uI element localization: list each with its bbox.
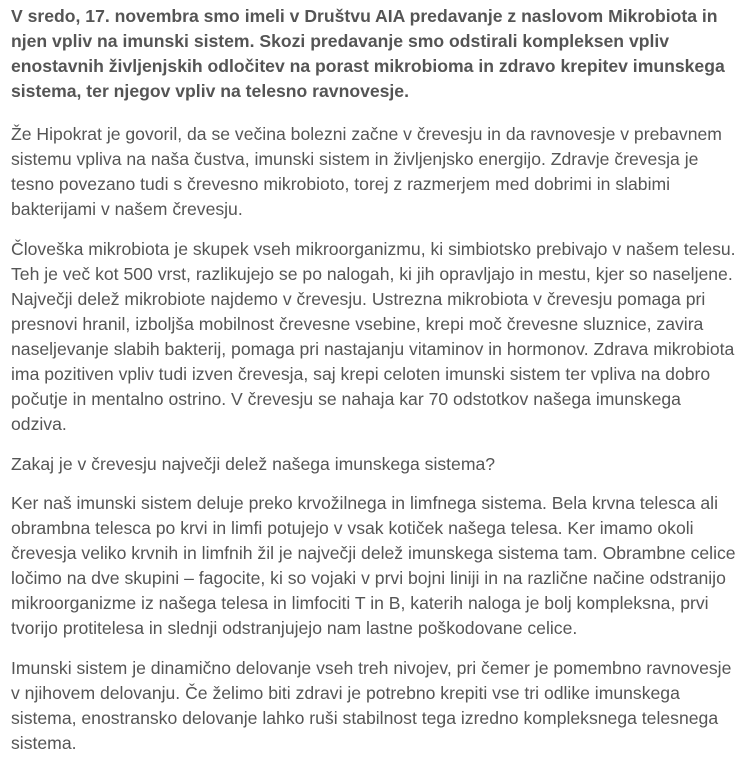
paragraph-mikrobiota: Človeška mikrobiota je skupek vseh mikroorganizmu, ki simbiotsko prebivajo v našem telesu. Teh je več kot 500 vrst, razlikujejo se po nalogah, ki jih opravljajo in mestu, kjer so naseljene. Največji delež mikrobiote najdemo v črevesju. Ustrezna mikrobiota v črevesju pomaga pri presnovi hranil, izboljša mobilnost črevesne vsebine, krepi moč črevesne sluznice, zavira naseljevanje slabih bakterij, pomaga pri nastajanju vitaminov in hormonov. Zdrava mikrobiota ima pozitiven vpliv tudi izven črevesja, saj krepi celoten imunski sistem ter vpliva na dobro počutje in mentalno ostrino. V črevesju se nahaja kar 70 odstotkov našega imunskega odziva.	[11, 239, 736, 434]
paragraph-imunski-sistem: Ker naš imunski sistem deluje preko krvožilnega in limfnega sistema. Bela krvna telesca ali obrambna telesca po krvi in limfi potujejo v vsak kotiček našega telesa. Ker imamo okoli črevesja veliko krvnih in limfnih žil je največji delež imunskega sistema tam. Obrambne celice ločimo na dve skupini – fagocite, ki so vojaki v prvi bojni liniji in na različne načine odstranijo mikroorganizme iz našega telesa in limfociti T in B, katerih naloga je bolj kompleksna, prvi tvorijo protitelesa in slednji odstranjujejo nam lastne poškodovane celice.	[11, 493, 736, 638]
paragraph-ravnovesje: Imunski sistem je dinamično delovanje vseh treh nivojev, pri čemer je pomembno ravnovesje v njihovem delovanju. Če želimo biti zdravi je potrebno krepiti vse tri odlike imunskega sistema, enostransko delovanje lahko ruši stabilnost tega izredno kompleksnega telesnega sistema.	[11, 658, 732, 753]
paragraph-hipokrat: Že Hipokrat je govoril, da se večina bolezni začne v črevesju in da ravnovesje v prebavnem sistemu vpliva na naša čustva, imunski sistem in življenjsko energijo. Zdravje črevesja je tesno povezano tudi s črevesno mikrobioto, torej z razmerjem med dobrimi in slabimi bakterijami v našem črevesju.	[11, 124, 722, 219]
article-lead: V sredo, 17. novembra smo imeli v Društvu AIA predavanje z naslovom Mikrobiota in njen vpliv na imunski sistem. Skozi predavanje smo odstirali kompleksen vpliv enostavnih življenjskih odločitev na porast mikrobioma in zdravo krepitev imunskega sistema, ter njegov vpliv na telesno ravnovesje.	[11, 6, 725, 101]
paragraph-question: Zakaj je v črevesju največji delež našega imunskega sistema?	[11, 454, 496, 474]
